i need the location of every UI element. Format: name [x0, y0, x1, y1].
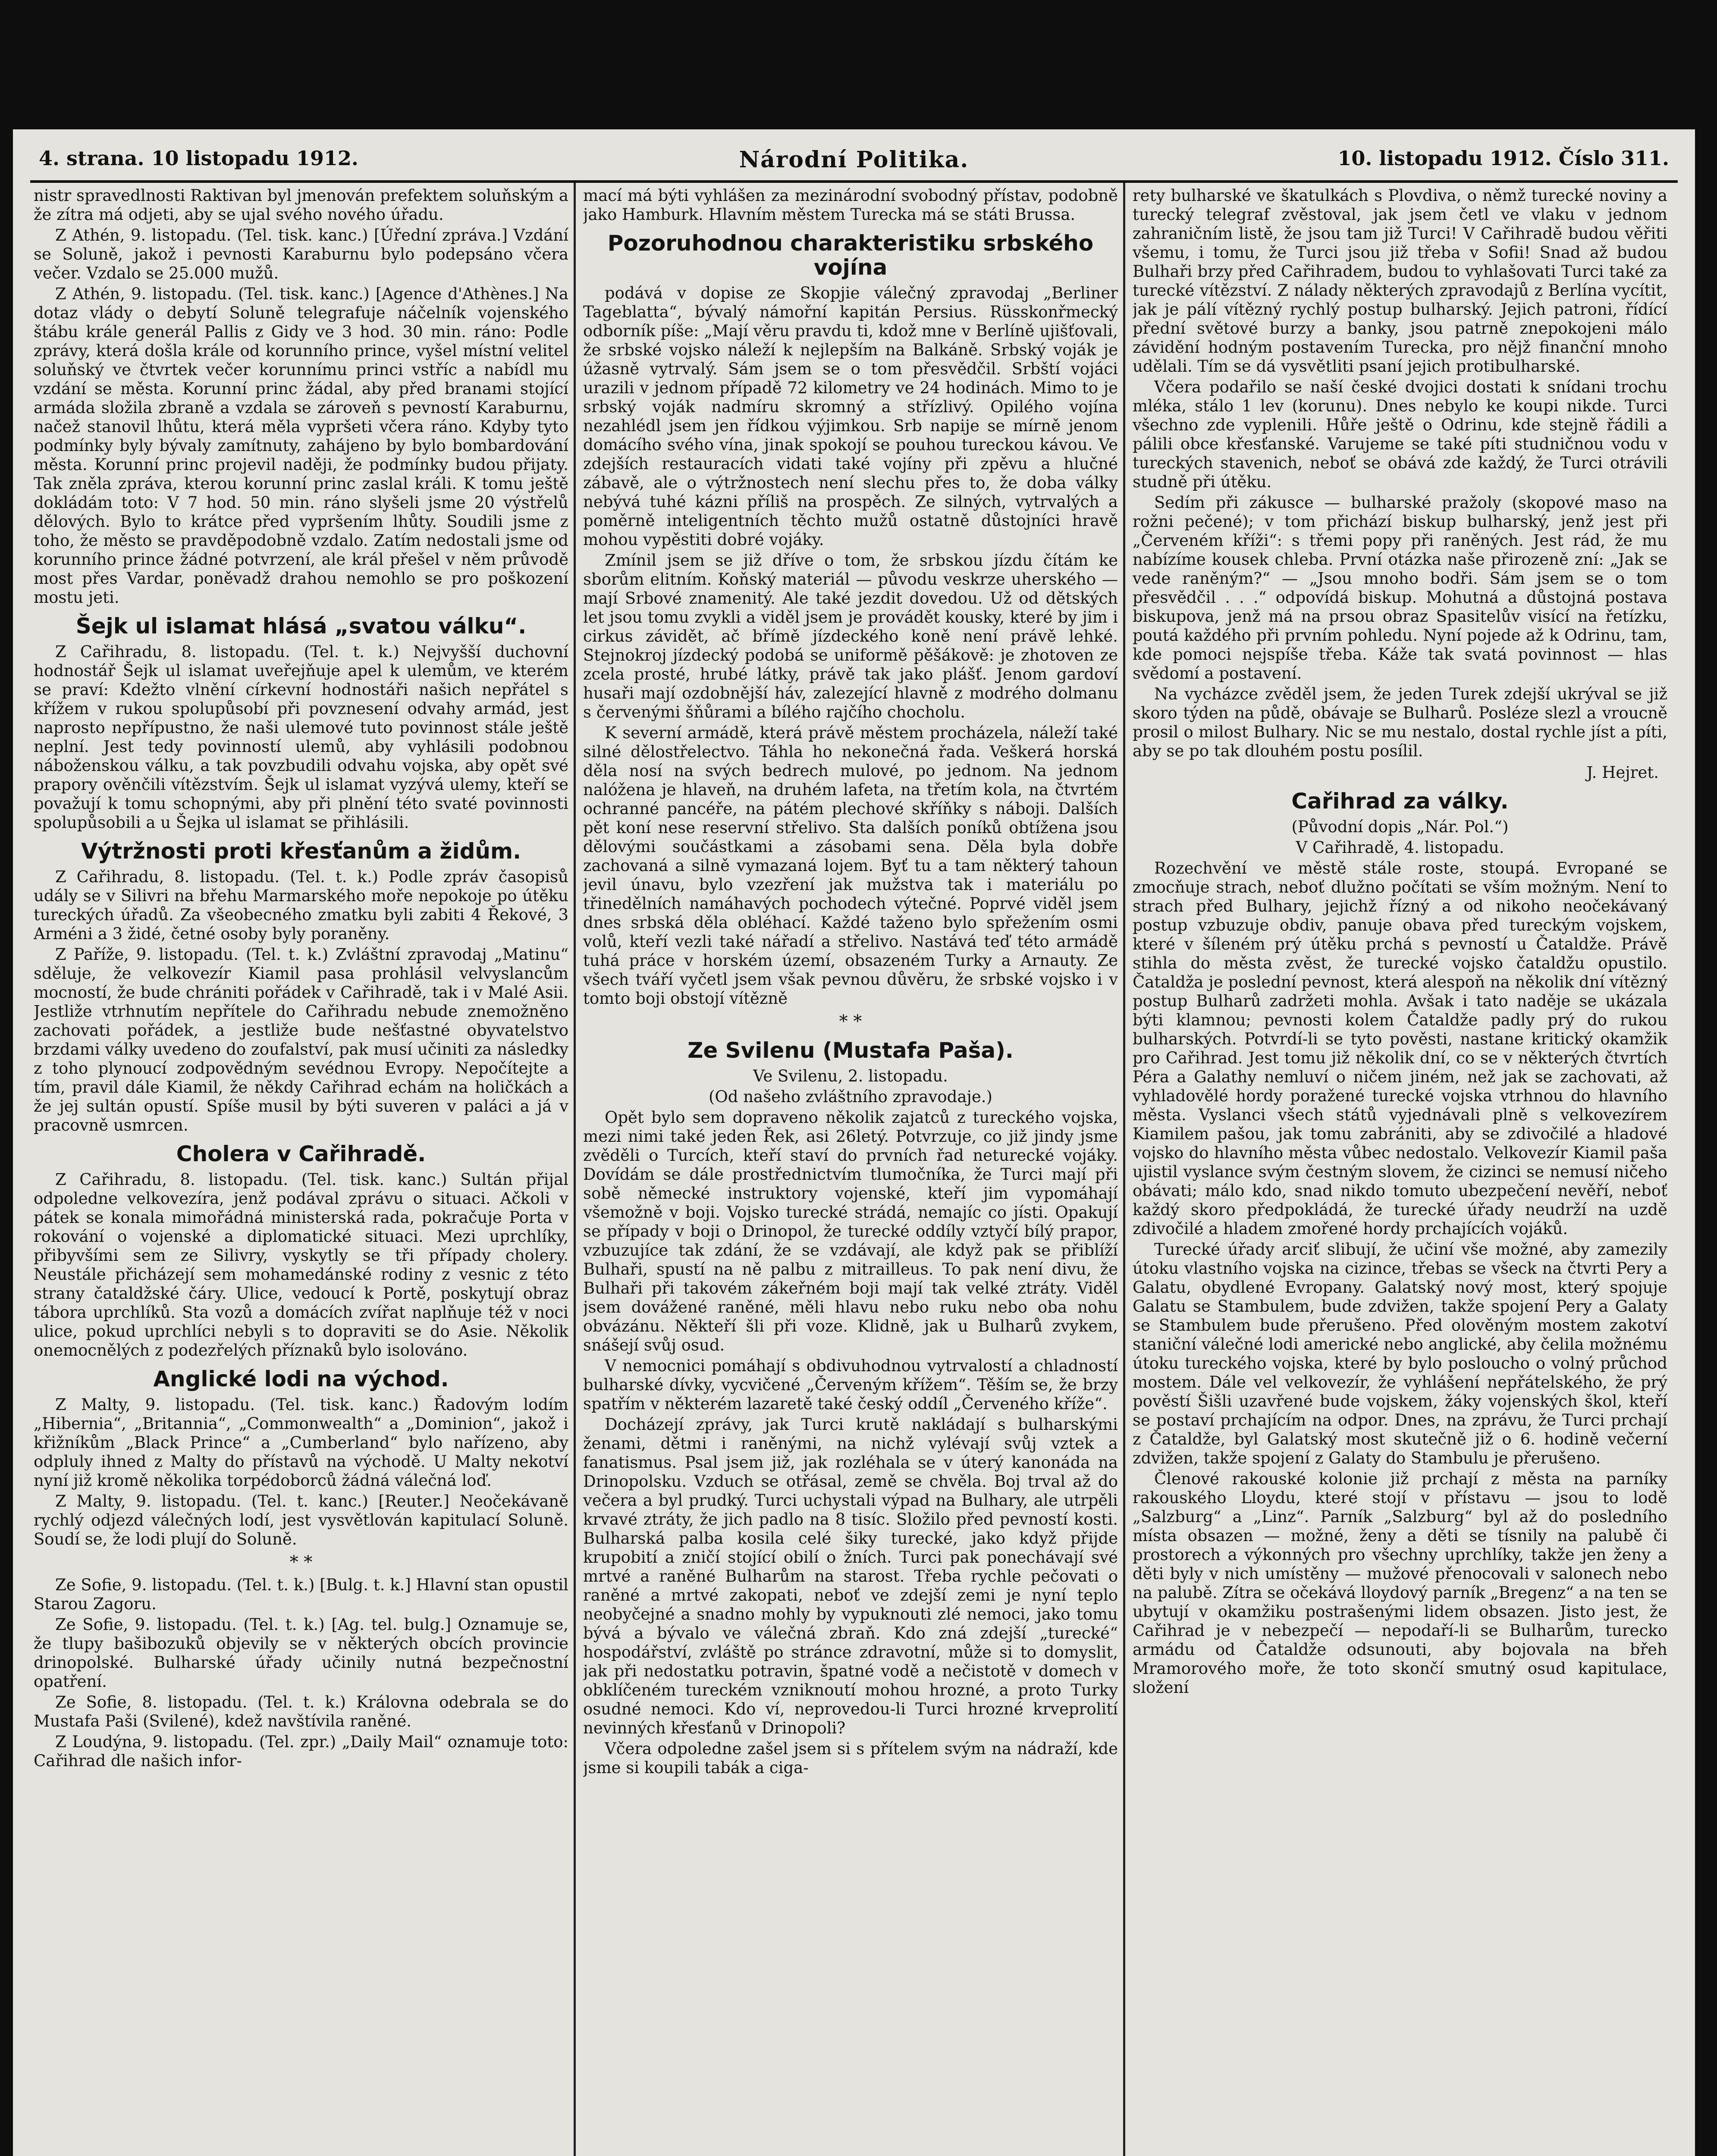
article-paragraph: podává v dopise ze Skopjie válečný zpravodaj „Berliner Tageblatta“, bývalý námořní kapitán Persius. Rüsskonřmecký odborník píše: „Mají věru pravdu ti, kdož mne v Berlíně ujišťovali, že srbské vojsko náleží k nejlepším na Balkáně. Srbský voják je úžasně vytrvalý. Sám jsem se o tom přesvědčil. Srbští vojáci urazili v jednom případě 72 kilometry ve 24 hodinách. Mimo to je srbský voják nadmíru skromný a střízlivý. Opilého vojína nezahlédl jsem jen řídkou výjimkou. Srb napije se mírně jenom domácího svého vína, jinak spokojí se pouhou tureckou kávou. Ve zdejších restauracích vidati také vojíny při zpěvu a hlučné zábavě, ale o výtržnostech není slechu přes to, že doba války nebývá tuhé kázni příliš na prospěch. Ze silných, vytrvalých a poměrně inteligentních těchto mužů ostatně důstojníci hravě mohou vypěstiti dobré vojáky.	[583, 284, 1118, 549]
article-paragraph: Z Cařihradu, 8. listopadu. (Tel. t. k.) Nejvyšší duchovní hodnostář Šejk ul islamat uveřejňuje apel k ulemům, ve kterém se praví: Kdežto vlnění církevní hodnostáři našich nepřátel s křížem v rukou spolupůsobí při povznesení odvahy armád, jest naprosto nepřípustno, že naši ulemové tuto povinnost stále ještě neplní. Jest tedy povinností ulemů, aby vyhlásili podobnou náboženskou válku, a tak povzbudili odvahu vojska, aby opět své prapory ověnčili vítězstvím. Šejk ul islamat vyzývá ulemy, kteří se považují k tomu schopnými, aby při plnění této svaté povinnosti spolupůsobili a u Šejka ul islamat se přihlásili.	[34, 642, 568, 832]
masthead-title: Národní Politika.	[739, 147, 969, 173]
byline: (Od našeho zvláštního zpravodaje.)	[709, 1087, 992, 1106]
dateline: V Cařihradě, 4. listopadu.	[1296, 838, 1504, 857]
newspaper-page	[13, 129, 1695, 2156]
article-paragraph: Z Malty, 9. listopadu. (Tel. t. kanc.) [Reuter.] Neočekávaně rychlý odjezd válečných lodí, jest vysvětlován kapitulací Soluně. Soudí se, že lodi plují do Soluně.	[34, 1492, 568, 1548]
column-divider	[574, 183, 576, 2156]
article-paragraph: Z Loudýna, 9. listopadu. (Tel. zpr.) „Daily Mail“ oznamuje toto: Cařihrad dle našich infor-	[34, 1733, 568, 1770]
article-paragraph: Rozechvění ve městě stále roste, stoupá. Evropané se zmocňuje strach, neboť dlužno počítati se vším možným. Není to strach před Bulhary, jejichž řízný a od nikoho neočekávaný postup vzbuzuje obdiv, panuje obava před tureckým vojskem, které v šíleném prý útěku prchá s pevností u Čataldže. Právě stihla do města zvěst, že turecké vojsko čataldžu opustilo. Čataldža je poslední pevnost, která alespoň na několik dní vítězný postup Bulharů zadržeti mohla. Avšak i tato naděje se ukázala býti klamnou; pevnosti kolem Čataldže padly prý do rukou bulharských. Potvrdí-li se tyto pověsti, nastane kritický okamžik pro Cařihrad. Jest tomu již několik dní, co se v některých čtvrtích Péra a Galathy nemluví o ničem jiném, než jak se zachovati, až vyhladovělé hordy poražené turecké vojska vtrhnou do hlavního města. Vyslanci všech států vyjednávali plně s velkovezírem Kiamilem pašou, jak tomu zabrániti, aby se zdivočilé a hladové vojsko do hlavního města vůbec nedostalo. Velkovezír Kiamil paša ujistil vyslance svým čestným slovem, že cizinci se nemusí ničeho obávati; málo kdo, snad nikdo tomuto ubezpečení nevěří, neboť každý skoro předpokládá, že turecké úřady neudrží na uzdě zdivočilé a hladem zmořené hordy prchajících vojáků.	[1133, 859, 1667, 1238]
article-paragraph: Z Cařihradu, 8. listopadu. (Tel. tisk. kanc.) Sultán přijal odpoledne velkovezíra, jenž podával zprávu o situaci. Ačkoli v pátek se konala mimořádná ministerská rada, pokračuje Porta v rokování o vojenské a diplomatické situaci. Mezi uprchlíky, přibyvšími sem ze Silivry, vyskytly se tři případy cholery. Neustále přicházejí sem mohamedánské rodiny z vesnic z této strany čataldžské čáry. Ulice, vedoucí k Portě, poskytují obraz tábora uprchlíků. Sta vozů a domácích zvířat naplňuje též v noci ulice, pokud uprchlíci nebyli s to dopraviti se do Asie. Několik onemocnělých z podezřelých příznaků bylo isolováno.	[34, 1170, 568, 1360]
dateline: Ve Svilenu, 2. listopadu.	[753, 1067, 948, 1085]
article-paragraph: mací má býti vyhlášen za mezinárodní svobodný přístav, podobně jako Hamburk. Hlavním městem Turecka má se státi Brussa.	[583, 186, 1118, 224]
header-rule	[30, 180, 1678, 183]
article-paragraph: Z Athén, 9. listopadu. (Tel. tisk. kanc.) [Agence d'Athènes.] Na dotaz vlády o debytí Soluně telegrafuje náčelník vojenského štábu krále generál Pallis z Gidy ve 3 hod. 30 min. ráno: Podle zprávy, která došla krále od korunního prince, vyšel místní velitel soluňský ve čtvrtek večer korunnímu princi vstříc a nabídl mu vzdání se města. Korunní princ žádal, aby před branami stojící armáda složila zbraně a vzdala se zároveň s pevností Karaburnu, načež stanovil lhůtu, která měla vypršeti včera ráno. Kdyby tyto podmínky byly bývaly zamítnuty, zahájeno by bylo bombardování města. Korunní princ projevil naději, že podmínky budou přijaty. Tak zněla zpráva, kterou korunní princ zaslal králi. K tomu ještě dokládám toto: V 7 hod. 50 min. ráno slyšeli jsme 20 výstřelů dělových. Bylo to krátce před vypršením lhůty. Soudili jsme z toho, že město se pravděpodobně vzdalo. Zatím nedostali jsme od korunního prince žádné potvrzení, ale král přešel v něm průvodě most přes Vardar, poněvadž drahou nemohlo se pro poškození mostu jeti.	[34, 285, 568, 607]
article-paragraph: Včera odpoledne zašel jsem si s přítelem svým na nádraží, kde jsme si koupili tabák a ciga-	[583, 1739, 1118, 1777]
article-paragraph: Z Cařihradu, 8. listopadu. (Tel. t. k.) Podle zpráv časopisů udály se v Silivri na břehu Marmarského moře nepokoje po útěku tureckých úřadů. Za všeobecného zmatku byli zabiti 4 Řekové, 3 Arméni a 3 židé, četné osoby byly poraněny.	[34, 868, 568, 943]
article-paragraph: Z Paříže, 9. listopadu. (Tel. t. k.) Zvláštní zpravodaj „Matinu“ sděluje, že velkovezír Kiamil pasa prohlásil velvyslancům mocností, že bude chrániti pořádek v Cařihradě, tak i v Malé Asii. Jestliže vtrhnutím nepřítele do Cařihradu nebude znemožněno zachovati pořádek, a jestliže bude nešťastné obyvatelstvo brzdami války uvedeno do zoufalství, pak musí učiniti za následky z toho plynoucí zodpovědným sevédnou Evropy. Nepočítejte a tím, pravil dále Kiamil, že někdy Cařihrad echám na holičkách a že jej sultán opustí. Spíše musil by býti suveren v paláci a já v pracovně usmrcen.	[34, 945, 568, 1134]
article-paragraph: V nemocnici pomáhají s obdivuhodnou vytrvalostí a chladností bulharské dívky, vycvičené „Červeným křížem“. Těším se, že brzy spatřím v některém lazaretě také český oddíl „Červeného kříže“.	[583, 1357, 1118, 1413]
article-paragraph: Ze Sofie, 8. listopadu. (Tel. t. k.) Královna odebrala se do Mustafa Paši (Svilené), kdež navštívila raněné.	[34, 1693, 568, 1730]
article-heading: Cařihrad za války.	[1291, 789, 1509, 814]
article-paragraph: Z Athén, 9. listopadu. (Tel. tisk. kanc.) [Úřední zpráva.] Vzdání se Soluně, jakož i pevnosti Karaburnu bylo podepsáno včera večer. Vzdalo se 25.000 mužů.	[34, 226, 568, 282]
article-paragraph: Z Malty, 9. listopadu. (Tel. tisk. kanc.) Řadovým lodím „Hibernia“, „Britannia“, „Commonwealth“ a „Dominion“, jakož i křižníkům „Black Prince“ a „Cumberland“ bylo nařízeno, aby odpluly ihned z Malty do přístavů na východě. U Malty nekotví nyní již kromě několika torpédoborců žádná válečná loď.	[34, 1395, 568, 1490]
column-1	[34, 186, 568, 2156]
article-paragraph: Opět bylo sem dopraveno několik zajatců z tureckého vojska, mezi nimi také jeden Řek, asi 26letý. Potvrzuje, co již jindy jsme zvěděli o Turcích, kteří staví do prvních řad neturecké vojáky. Dovídám se dále prostřednictvím tlumočníka, že Turci mají při sobě německé instruktory vojenské, kteří jim vypomáhají všemožně v boji. Vojsko turecké strádá, nemajíc co jísti. Opakují se případy v boji o Drinopol, že turecké oddíly vztyčí bílý prapor, vzbuzujíce tak zdání, že se vzdávají, ale když pak se přiblíží Bulhaři, spustí na ně palbu z mitrailleus. To pak není divu, že Bulhaři při takovém zákeřném boji mají tak velké ztráty. Viděl jsem dovážené raněné, měli hlavu nebo ruku nebo oba nohu obvázánu. Někteří šli při voze. Klidně, jak u Bulharů zvykem, snášejí svůj osud.	[583, 1108, 1118, 1354]
author-signature: J. Hejret.	[1586, 763, 1659, 782]
article-heading: Pozoruhodnou charakteristiku srbského vojína	[607, 231, 1094, 280]
article-paragraph: Členové rakouské kolonie již prchají z města na parníky rakouského Lloydu, které stojí v přístavu — jsou to lodě „Salzburg“ a „Linz“. Parník „Salzburg“ byl až do posledního místa obsazen — možné, ženy a děti se tísnily na palubě či prostorech a výkonných pro všechny uprchlíky, takže jen ženy a děti byly v nich umístěny — mužové přenocovali v salonech nebo na palubě. Zítra se očekává lloydový parník „Bregenz“ a na ten se ubytují v okamžiku postrašenými lidem obsazen. Jisto jest, že Cařihrad je v nebezpečí — nepodaří-li se Bulharům, turecko armádu od Čataldže odsunouti, aby bojovala na břeh Mramorového moře, že toto skončí smutný osud kapitulace, složení	[1133, 1470, 1667, 1697]
column-2	[583, 186, 1118, 2156]
article-heading: Šejk ul islamat hlásá „svatou válku“.	[75, 614, 527, 639]
article-paragraph: Na vycházce zvěděl jsem, že jeden Turek zdejší ukrýval se již skoro týden na půdě, obávaje se Bulharů. Posléze slezl a vroucně prosil o milost Bulhary. Nic se mu nestalo, dostal rychle jíst a píti, aby se po tak dlouhém postu posílil.	[1133, 685, 1667, 760]
article-paragraph: Sedím při zákusce — bulharské pražoly (skopové maso na rožni pečené); v tom přichází biskup bulharský, jenž jest při „Červeném kříži“: s třemi popy při raněných. Jest rád, že mu nabízíme kousek chleba. První otázka naše přirozeně zní: „Jak se vede raněným?“ — „Jsou mnoho bodři. Sám jsem se o tom přesvědčil . . .“ odpovídá biskup. Mohutná a důstojná postava biskupova, jenž má na prsou obraz Spasitelův visící na řetízku, poutá každého při prvním pohledu. Nyní pojede až k Odrinu, tam, kde pomoci nejspíše třeba. Káže tak svatá povinnost — hlas svědomí a postavení.	[1133, 493, 1667, 683]
byline: (Původní dopis „Nár. Pol.“)	[1291, 818, 1509, 836]
article-paragraph: Ze Sofie, 9. listopadu. (Tel. t. k.) [Ag. tel. bulg.] Oznamuje se, že tlupy bašibozuků objevily se v některých obcích provincie drinopolské. Bulharské úřady učinily nutná bezpečnostní opatření.	[34, 1615, 568, 1691]
article-paragraph: Včera podařilo se naší české dvojici dostati k snídani trochu mléka, stálo 1 lev (korunu). Dnes nebylo ke koupi nikde. Turci všechno zde vyplenili. Hůře ještě o Odrinu, kde stejně řádili a pálili obce křesťanské. Varujeme se také píti studničnou vodu v tureckých stavenich, neboť se obává zde každý, že Turci otrávili studně při útěku.	[1133, 378, 1667, 491]
section-separator: * *	[289, 1552, 313, 1572]
article-paragraph: Ze Sofie, 9. listopadu. (Tel. t. k.) [Bulg. t. k.] Hlavní stan opustil Starou Zagoru.	[34, 1576, 568, 1613]
article-paragraph: rety bulharské ve škatulkách s Plovdiva, o němž turecké noviny a turecký telegraf zvěstoval, jak jsem četl ve vlaku v jednom zahraničním listě, že jsou tam již Turci! V Cařihradě budou věřiti všemu, i tomu, že Turci jsou již třeba v Sofii! Snad až budou Bulhaři brzy před Cařihradem, budou to vyhlašovati Turci také za turecké vítězství. Z nálady některých zpravodajů z Berlína vycítit, jak je pálí vítězný rychlý postup bulharský. Jejich patroni, řídící přední světové burzy a banky, jsou patrně znepokojeni málo závidění hodným postavením Turecka, pro nějž finanční mnoho udělali. Tím se dá vysvětliti psaní jejich protibulharské.	[1133, 186, 1667, 376]
article-heading: Anglické lodi na východ.	[153, 1366, 449, 1391]
article-paragraph: Turecké úřady arciť slibují, že učiní vše možné, aby zamezily útoku vlastního vojska na cizince, třebas se všeck na čtvrti Pery a Galatu, obydlené Evropany. Galatský nový most, který spojuje Galatu se Stambulem, bude zdvižen, takže spojení Pery a Galaty se Stambulem bude přerušeno. Před olověným mostem zakotví staniční válečné lodi americké nebo anglické, aby čelila možnému útoku tureckého vojska, které by bylo posloucho o volný průchod mostem. Dále vel velkovezír, že vyhlášení nepřátelského, že prý pověstí Šišli uzavřené bude vojskem, žáky vojenských škol, kteří se postaví prchajícím na odpor. Dnes, na zprávu, že Turci prchají z Čataldže, byl Galatský most skutečně již o 6. hodině večerní zdvižen, takže spojení z Galaty do Stambulu je přerušeno.	[1133, 1240, 1667, 1467]
article-heading: Ze Svilenu (Mustafa Paša).	[687, 1038, 1014, 1063]
article-paragraph: Docházejí zprávy, jak Turci krutě nakládají s bulharskými ženami, dětmi i raněnými, na nichž vylévají svůj vztek a fanatismus. Psal jsem již, jak rozléhala se v úterý kanonáda na Drinopolsku. Vzduch se otřásal, země se chvěla. Boj trval až do večera a byl prudký. Turci uchystali výpad na Bulhary, ale utrpěli krvavé ztráty, že jich padlo na 8 tisíc. Složilo před pevností kosti. Bulharská palba kosila celé šiky turecké, jako když přijde krupobití a zničí stojící obilí o žních. Turci pak ponechávají své mrtvé a raněné Bulharům na starost. Třeba rychle pečovati o raněné a mrtvé zakopati, neboť ve zdejší zemi je nyní teplo neobyčejné a snadno mohly by vypuknouti zlé nemoci, jako tomu bývá a bývalo ve válečná zbraň. Kdo zná zdejší „turecké“ hospodářství, zvláště po stránce zdravotní, může si to domyslit, jak při nedostatku potravin, špatné vodě a nečistotě v domech v obklíčeném tureckém vzniknoutí mohou hrozné, a proto Turky osudné nemoci. Kdo ví, neprovedou-li Turci hrozné krveprolití nevinných křesťanů v Drinopoli?	[583, 1415, 1118, 1737]
article-paragraph: K severní armádě, která právě městem procházela, náleží také silné dělostřelectvo. Táhla ho nekonečná řada. Veškerá horská děla nosí na svých bedrech mulové, po jednom. Na jednom nalóžena je hlaveň, na druhém lafeta, na třetím kola, na čtvrtém ochranné pancéře, na pátém plechové skříňky s náboji. Dalších pět koní nese reservní střelivo. Sta dalších poníků obtížena jsou dělovými součástkami a zásobami sena. Děla byla dobře zachovaná a silně vymazaná lojem. Byť tu a tam některý tahoun jevil únavu, bylo vzezření jak mužstva tak i materiálu po třinedělních namáhavých pochodech výtečné. Poprvé viděl jsem dnes srbská děla obléhací. Každé taženo bylo spřežením osmi volů, kteří vezli také nářadí a střelivo. Nastává teď této armádě tuhá práce v horském území, obsazeném Turky a Arnauty. Ze všech tváří vyčetl jsem však pevnou důvěru, že srbské vojsko i v tomto boji obstojí vítězně	[583, 724, 1118, 1008]
header-left: 4. strana. 10 listopadu 1912.	[39, 147, 358, 170]
article-heading: Cholera v Cařihradě.	[176, 1141, 426, 1166]
article-heading: Výtržnosti proti křesťanům a židům.	[81, 839, 521, 864]
article-paragraph: Zmínil jsem se již dříve o tom, že srbskou jízdu čítám ke sborům elitním. Koňský materiál — původu veskrze uherského — mají Srbové znamenitý. Ale také jezdit dovedou. Už od dětských let jsou tomu zvykli a viděl jsem je provádět kousky, které by jim i cirkus závidět, ač břímě jízdeckého koně není právě lehké. Stejnokroj jízdecký podobá se uniformě pěšákově: je zhotoven ze zcela prosté, hrubé látky, právě tak jako plášť. Jenom gardoví husaři mají ozdobnější háv, zalezející hlavně z modrého dolmanu s červenými šňůrami a bílého rajčího chocholu.	[583, 551, 1118, 721]
article-paragraph: nistr spravedlnosti Raktivan byl jmenován prefektem soluňským a že zítra má odjeti, aby se ujal svého nového úřadu.	[34, 186, 568, 224]
header-right: 10. listopadu 1912. Číslo 311.	[1337, 147, 1669, 170]
section-separator: * *	[839, 1012, 862, 1031]
column-divider	[1123, 183, 1125, 2156]
column-3	[1133, 186, 1667, 2156]
